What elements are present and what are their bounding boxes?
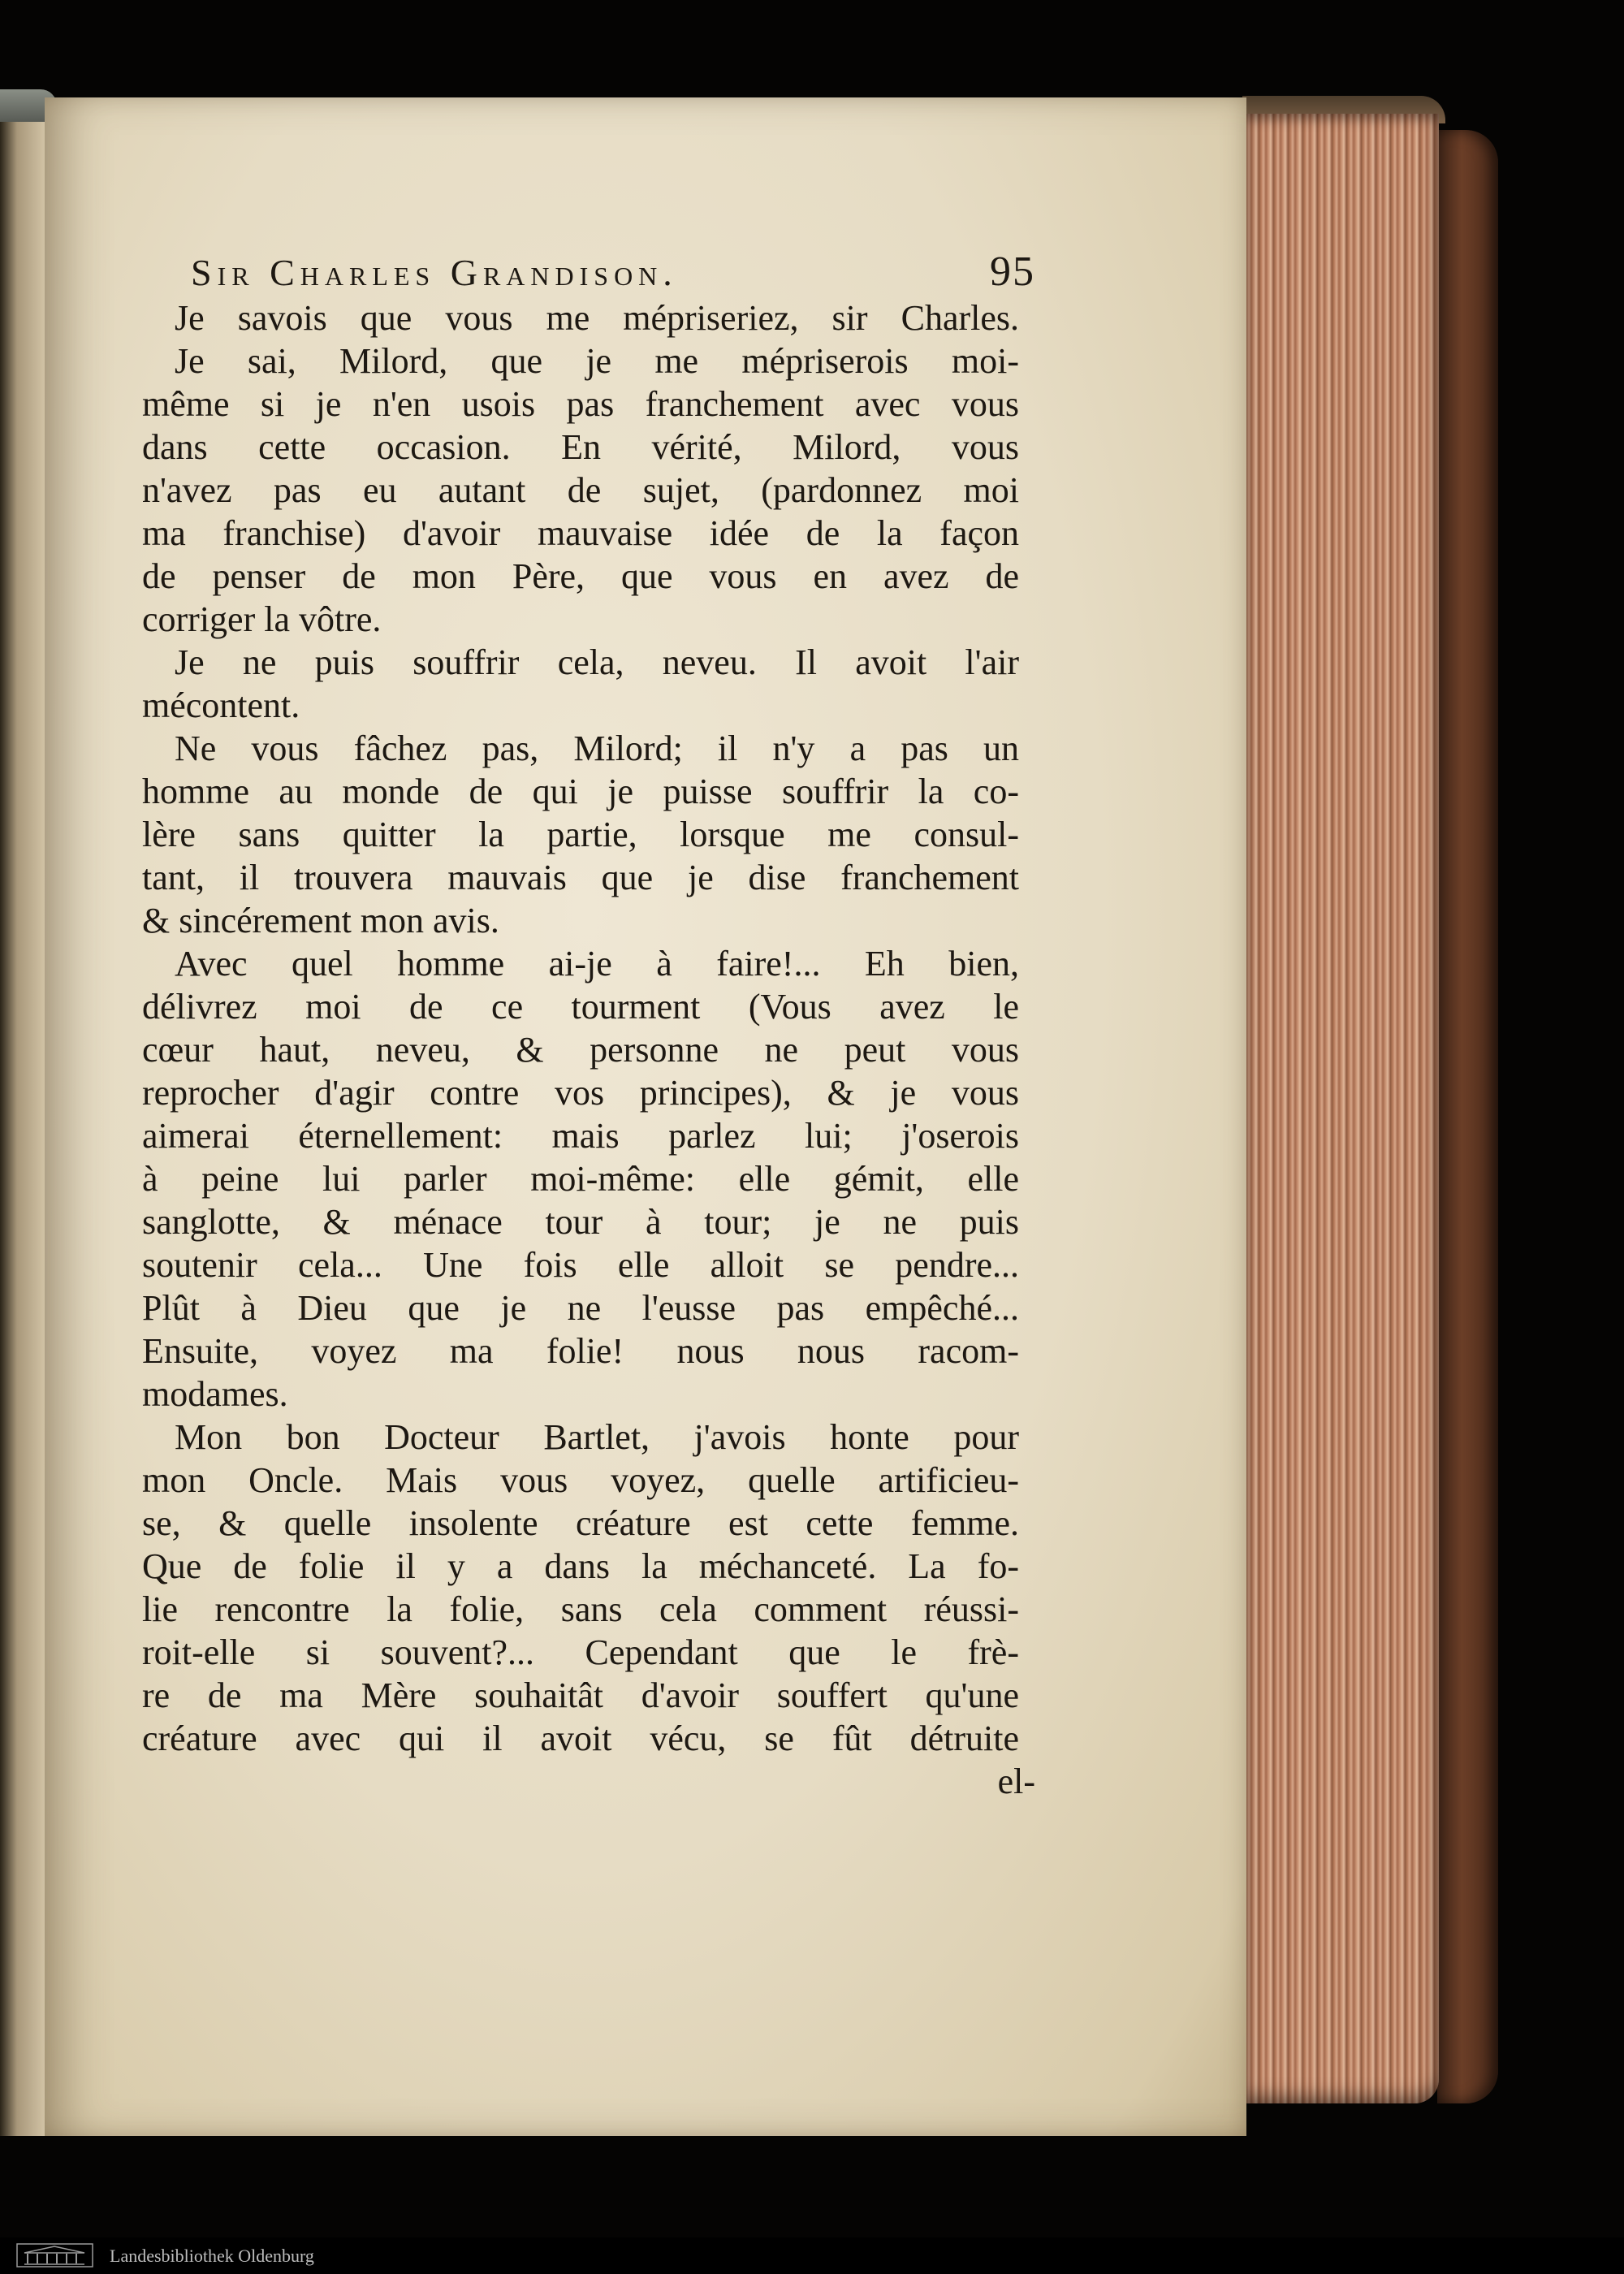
text-line: reprocher d'agir contre vos principes), & je vous xyxy=(142,1073,1019,1113)
text-line: lère sans quitter la partie, lorsque me consul- xyxy=(142,815,1019,854)
running-head xyxy=(191,248,1035,296)
back-cover xyxy=(1437,130,1498,2103)
page-stack-fore-edge xyxy=(1244,114,1439,2103)
text-line: Mon bon Docteur Bartlet, j'avois honte pour xyxy=(175,1417,1019,1457)
text-line: soutenir cela... Une fois elle alloit se pendre... xyxy=(142,1245,1019,1285)
text-line: Avec quel homme ai-je à faire!... Eh bien, xyxy=(175,944,1019,984)
text-line: roit-elle si souvent?... Cependant que le frè- xyxy=(142,1632,1019,1672)
text-line: délivrez moi de ce tourment (Vous avez le xyxy=(142,987,1019,1027)
text-line: créature avec qui il avoit vécu, se fût détruite xyxy=(142,1718,1019,1758)
text-line: de penser de mon Père, que vous en avez de xyxy=(142,556,1019,596)
text-line: re de ma Mère souhaitât d'avoir souffert qu'une xyxy=(142,1675,1019,1715)
text-line: sanglotte, & ménace tour à tour; je ne puis xyxy=(142,1202,1019,1242)
text-line: Ne vous fâchez pas, Milord; il n'y a pas un xyxy=(175,728,1019,768)
library-building-logo xyxy=(16,2243,93,2268)
text-line: homme au monde de qui je puisse souffrir la co- xyxy=(142,772,1019,811)
text-line: Ensuite, voyez ma folie! nous nous racom- xyxy=(142,1331,1019,1371)
text-line: Je ne puis souffrir cela, neveu. Il avoit l'air xyxy=(175,642,1019,682)
text-line: Que de folie il y a dans la méchanceté. La fo- xyxy=(142,1546,1019,1586)
text-line: mécontent. xyxy=(142,685,300,725)
text-line: se, & quelle insolente créature est cette femme. xyxy=(142,1503,1019,1543)
text-line: à peine lui parler moi-même: elle gémit, elle xyxy=(142,1159,1019,1199)
text-line: dans cette occasion. En vérité, Milord, vous xyxy=(142,427,1019,467)
page-number: 95 xyxy=(990,249,1035,295)
text-line: tant, il trouvera mauvais que je dise franchement xyxy=(142,858,1019,897)
text-line: aimerai éternellement: mais parlez lui; j'oserois xyxy=(142,1116,1019,1156)
text-line: corriger la vôtre. xyxy=(142,599,382,639)
text-line: même si je n'en usois pas franchement avec vous xyxy=(142,384,1019,424)
library-name: Landesbibliothek Oldenburg xyxy=(110,2246,314,2266)
text-line: ma franchise) d'avoir mauvaise idée de la façon xyxy=(142,513,1019,553)
text-line: n'avez pas eu autant de sujet, (pardonnez moi xyxy=(142,470,1019,510)
page-text xyxy=(142,248,1035,1803)
text-line: lie rencontre la folie, sans cela comment réussi- xyxy=(142,1589,1019,1629)
text-line: Je sai, Milord, que je me mépriserois moi- xyxy=(175,341,1019,381)
text-line: Je savois que vous me mépriseriez, sir Charles. xyxy=(175,298,1019,338)
text-line: mon Oncle. Mais vous voyez, quelle artificieu- xyxy=(142,1460,1019,1500)
text-line: modames. xyxy=(142,1374,288,1414)
catchword: el- xyxy=(997,1762,1035,1801)
text-line: cœur haut, neveu, & personne ne peut vous xyxy=(142,1030,1019,1070)
text-line: & sincérement mon avis. xyxy=(142,901,499,940)
running-head-title: Sir Charles Grandison. xyxy=(191,252,678,293)
text-line: Plût à Dieu que je ne l'eusse pas empêché... xyxy=(142,1288,1019,1328)
left-facing-page xyxy=(0,122,49,2136)
